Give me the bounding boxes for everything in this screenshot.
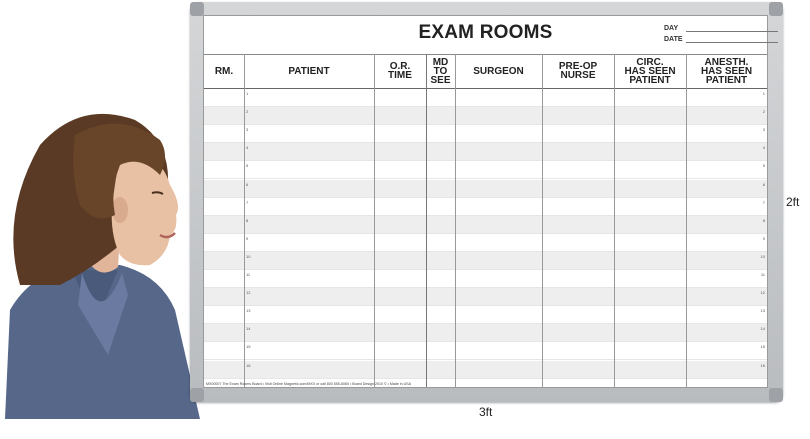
header-rule — [204, 88, 767, 89]
row-number: 15 — [246, 344, 251, 350]
width-dimension: 3ft — [479, 405, 493, 419]
height-dimension: 2ft — [786, 195, 800, 209]
date-label: DATE — [664, 36, 683, 43]
row-number-right: 11 — [760, 272, 765, 277]
table-row[interactable] — [204, 324, 767, 342]
row-number: 6 — [246, 181, 249, 187]
board-title: EXAM ROOMS — [418, 22, 553, 43]
column-divider — [614, 54, 615, 387]
column-header: MD TO SEE — [430, 56, 451, 86]
table-row[interactable] — [204, 125, 767, 143]
column-header: RM. — [214, 65, 234, 77]
row-number: 12 — [246, 290, 251, 296]
exam-rooms-board — [203, 15, 768, 388]
column-divider — [244, 54, 245, 387]
row-number-right: 13 — [760, 308, 765, 314]
column-header: PRE-OP NURSE — [558, 61, 598, 81]
column-divider — [686, 54, 687, 387]
row-number-right: 12 — [760, 290, 765, 296]
row-number-right: 10 — [760, 253, 765, 259]
table-row[interactable] — [204, 143, 767, 161]
table-row[interactable] — [204, 270, 767, 288]
column-divider — [455, 54, 456, 387]
column-header: O.R. TIME — [388, 61, 412, 81]
table-row[interactable] — [204, 89, 767, 107]
table-row[interactable] — [204, 216, 767, 234]
row-number-right: 16 — [760, 362, 765, 368]
row-number: 9 — [246, 235, 249, 241]
column-divider — [542, 54, 543, 387]
table-row[interactable] — [204, 288, 767, 306]
day-label: DAY — [664, 25, 679, 32]
row-number: 11 — [246, 272, 251, 277]
row-number: 4 — [246, 145, 249, 151]
row-number-right: 15 — [760, 344, 765, 350]
board-header — [204, 16, 767, 55]
row-number: 7 — [246, 199, 249, 205]
column-divider — [374, 54, 375, 387]
table-row[interactable] — [204, 198, 767, 216]
frame-corner — [769, 2, 783, 16]
row-number-right: 7 — [762, 199, 765, 205]
column-header: SURGEON — [473, 65, 524, 77]
row-number: 14 — [246, 326, 251, 332]
table-row[interactable] — [204, 180, 767, 198]
date-field — [664, 36, 683, 43]
row-number-right: 8 — [762, 217, 765, 223]
row-number: 13 — [246, 308, 251, 314]
row-number-right: 14 — [760, 326, 765, 332]
table-row[interactable] — [204, 306, 767, 324]
column-header: CIRC. HAS SEEN PATIENT — [624, 56, 676, 86]
woman-illustration — [0, 95, 205, 419]
table-row[interactable] — [204, 161, 767, 179]
board-footer: MX00007 The Exam Rooms Board • Visit Online Magnetic.com/MXX or call 800 555-6060 • Board Design 2010 © • Made in USA — [206, 382, 412, 386]
row-number: 5 — [246, 163, 249, 169]
table-row[interactable] — [204, 107, 767, 125]
frame-corner — [190, 2, 204, 16]
row-number: 2 — [246, 109, 249, 115]
row-number-right: 9 — [762, 235, 765, 241]
row-number: 10 — [246, 253, 251, 259]
table-row[interactable] — [204, 342, 767, 360]
row-number-right: 5 — [762, 163, 765, 169]
day-field — [664, 25, 678, 32]
row-number: 8 — [246, 217, 249, 223]
table-row[interactable] — [204, 252, 767, 270]
row-number: 3 — [246, 127, 249, 133]
column-header: ANESTH. HAS SEEN PATIENT — [700, 56, 753, 86]
row-number-right: 4 — [762, 145, 765, 151]
frame-corner — [769, 388, 783, 402]
row-number-right: 3 — [762, 127, 765, 133]
column-header: PATIENT — [288, 65, 330, 77]
schedule-grid — [204, 54, 767, 387]
row-number-right: 6 — [762, 181, 765, 187]
row-number: 1 — [246, 91, 249, 96]
table-row[interactable] — [204, 234, 767, 252]
column-divider — [426, 54, 427, 387]
row-number: 16 — [246, 362, 251, 368]
row-number-right: 2 — [762, 109, 765, 115]
frame-corner — [190, 388, 204, 402]
row-number-right: 1 — [762, 91, 765, 96]
table-row[interactable] — [204, 361, 767, 379]
